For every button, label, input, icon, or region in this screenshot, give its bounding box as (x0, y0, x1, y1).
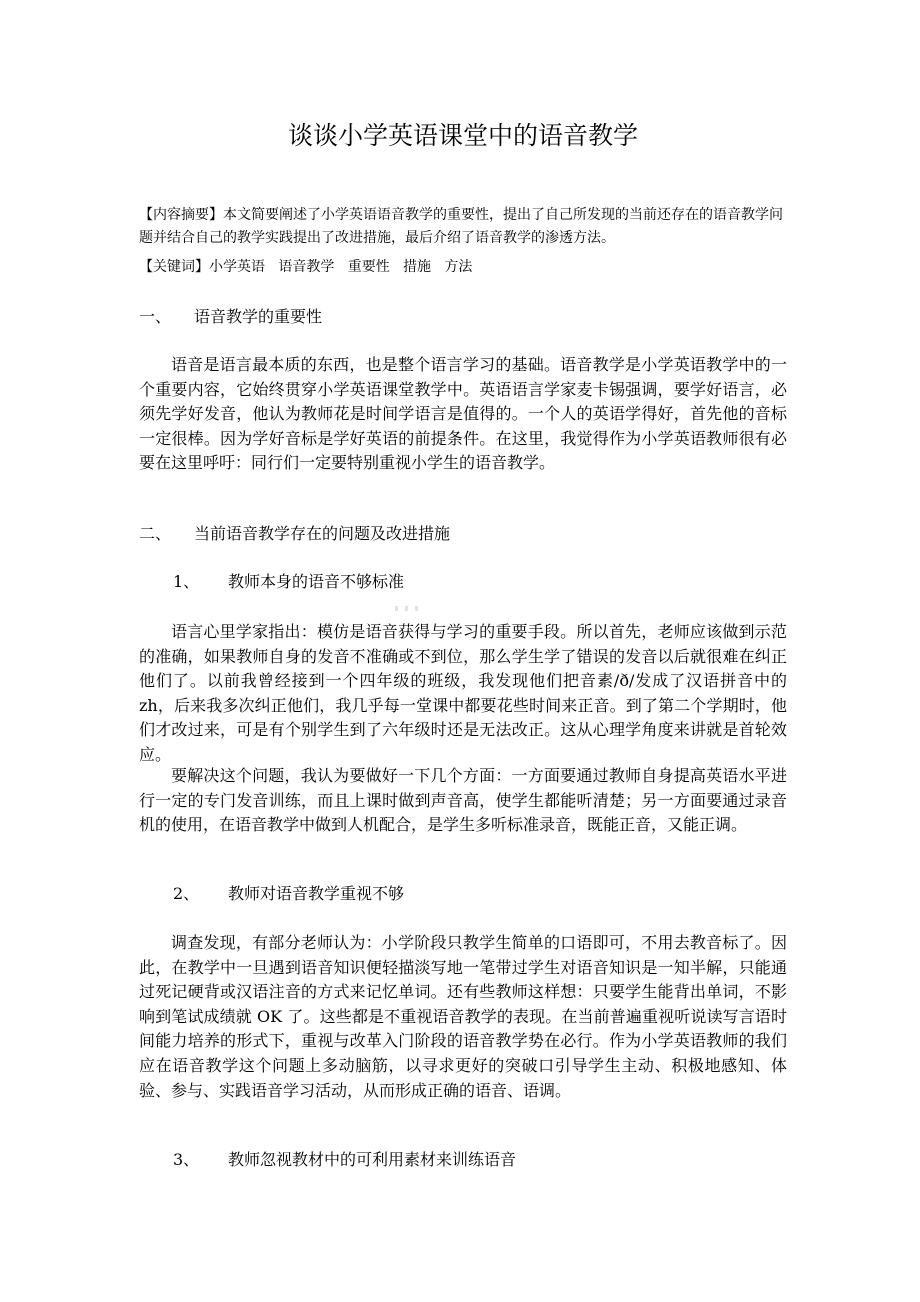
watermark-dot (405, 606, 408, 611)
subsection-heading-2 (173, 882, 787, 906)
watermark-dot (415, 606, 418, 611)
keywords-line: 【关键词】小学英语 语音教学 重要性 措施 方法 (139, 259, 473, 275)
subsection-title: 教师对语音教学重视不够 (228, 884, 405, 903)
subsection-title: 教师本身的语音不够标准 (228, 572, 405, 591)
subsection-number: 3、 (173, 1150, 200, 1169)
section-heading-2 (139, 522, 787, 546)
section-title: 语音教学的重要性 (194, 307, 323, 326)
subsection-heading-3 (173, 1148, 787, 1172)
faint-watermark-marks (395, 606, 419, 612)
document-title: 谈谈小学英语课堂中的语音教学 (287, 121, 638, 150)
subsection-title: 教师忽视教材中的可利用素材来训练语音 (228, 1150, 517, 1169)
section-1-paragraph: 语音是语言最本质的东西，也是整个语言学习的基础。语音教学是小学英语教学中的一个重要内容，它始终贯穿小学英语课堂教学中。英语语言学家麦卡锡强调，要学好语言，必须先学好发音，他认为教师花是时间学语言是值得的。一个人的英语学得好，首先他的音标一定很棒。因为学好音标是学好英语的前提条件。在这里，我觉得作为小学英语教师很有必要在这里呼吁：同行们一定要特别重视小学生的语音教学。 (139, 355, 787, 473)
subsection-1-paragraph-1: 语言心里学家指出：模仿是语音获得与学习的重要手段。所以首先，老师应该做到示范的准确，如果教师自身的发音不准确或不到位，那么学生学了错误的发音以后就很难在纠正他们了。以前我曾经接到一个四年级的班级，我发现他们把音素/ð/发成了汉语拼音中的 zh，后来我多次纠正他们，我几乎每一堂课中都要花些时间来正音。到了第二个学期时，他们才改过来，可是有个别学生到了六年级时还是无法改正。这从心理学角度来讲就是首轮效应。 (139, 622, 787, 764)
section-heading-1 (139, 305, 787, 329)
subsection-heading-1 (173, 570, 787, 594)
subsection-1-paragraph-2: 要解决这个问题，我认为要做好一下几个方面：一方面要通过教师自身提高英语水平进行一定的专门发音训练，而且上课时做到声音高，使学生都能听清楚；另一方面要通过录音机的使用，在语音教学中做到人机配合，是学生多听标准录音，既能正音，又能正调。 (139, 766, 787, 835)
section-number: 一、 (139, 307, 172, 326)
subsection-2-paragraph-1: 调查发现，有部分老师认为：小学阶段只教学生简单的口语即可，不用去教音标了。因此，在教学中一旦遇到语音知识便轻描淡写地一笔带过学生对语音知识是一知半解，只能通过死记硬背或汉语注音的方式来记忆单词。还有些教师这样想：只要学生能背出单词，不影响到笔试成绩就 OK 了。这些都是不重视语音教学的表现。在当前普遍重视听说读写言语时间能力培养的形式下，重视与改革入门阶段的语音教学势在必行。作为小学英语教师的我们应在语音教学这个问题上多动脑筋，以寻求更好的突破口引导学生主动、积极地感知、体验、参与、实践语音学习活动，从而形成正确的语音、语调。 (139, 933, 787, 1100)
abstract-text: 【内容摘要】本文简要阐述了小学英语语音教学的重要性，提出了自己所发现的当前还存在的语音教学问题并结合自己的教学实践提出了改进措施，最后介绍了语音教学的渗透方法。 (139, 207, 783, 246)
subsection-number: 2、 (173, 884, 200, 903)
watermark-dot (395, 606, 398, 611)
subsection-number: 1、 (173, 572, 200, 591)
section-title: 当前语音教学存在的问题及改进措施 (194, 524, 451, 543)
section-number: 二、 (139, 524, 172, 543)
